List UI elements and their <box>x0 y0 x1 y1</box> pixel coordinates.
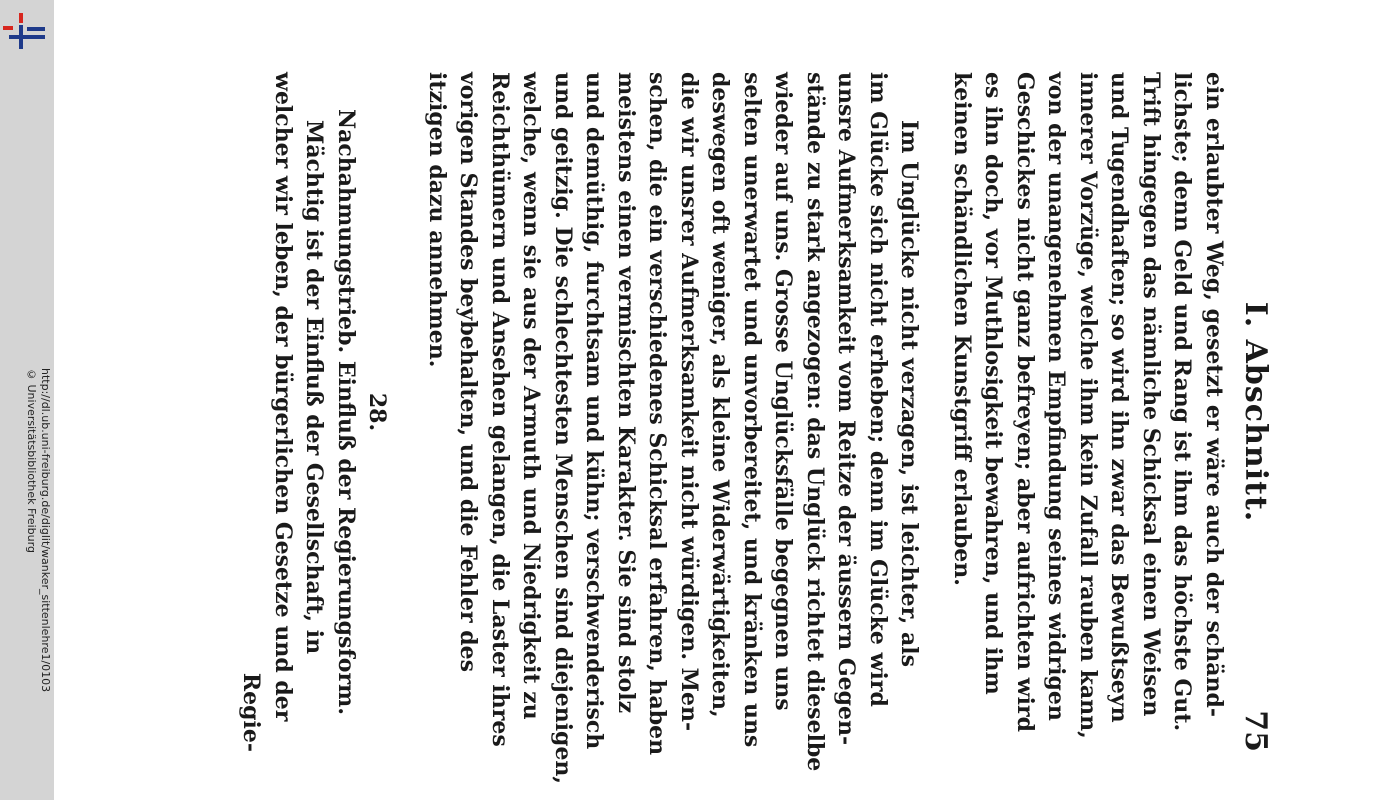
credit-url: http://dl.ub.uni-freiburg.de/diglit/wanker_sittenlehre1/0103 <box>39 368 52 693</box>
paragraph-3 <box>267 72 330 752</box>
rotated-page-content <box>184 72 1279 785</box>
paragraph-1 <box>946 72 1230 752</box>
text-line: selten unerwartet und unvorbereitet, und kränken uns <box>739 72 765 748</box>
section-title: Nachahmungstrieb. Einfluß der Regierungsform. <box>333 109 359 715</box>
text-line: und geitzig. Die schlechtesten Menschen sind diejenigen, <box>550 72 576 785</box>
text-line: welche, wenn sie aus der Armuth und Niedrigkeit zu <box>518 72 545 720</box>
text-line: Reichthümern und Ansehen gelangen, die Laster ihres <box>487 72 513 747</box>
text-line: stände zu stark angezogen: das Unglück richtet dieselbe <box>802 72 828 772</box>
logo-blue-mark <box>9 35 45 39</box>
catchword: Regie- <box>238 672 265 752</box>
logo-blue-mark <box>27 27 45 31</box>
text-line: Trift hingegen das nämliche Schicksal einen Weisen <box>1138 72 1164 717</box>
text-line: von der unangenehmen Empfindung seines widrigen <box>1043 72 1070 721</box>
text-line: die wir unsrer Aufmerksamkeit nicht würdigen. Men- <box>676 72 702 732</box>
text-line: meistens einen vermischten Karakter. Sie sind stolz <box>613 72 639 714</box>
logo-red-mark <box>3 26 13 30</box>
page-number: 75 <box>1238 710 1273 752</box>
text-line: schen, die ein verschiedenes Schicksal erfahren, haben <box>644 72 671 756</box>
sidebar <box>0 0 54 800</box>
logo-red-mark <box>19 13 23 23</box>
text-line: innerer Vorzüge, welche ihm kein Zufall rauben kann, <box>1075 72 1101 739</box>
text-line: unsre Aufmerksamkeit vom Reitze der äussern Gegen- <box>833 72 860 746</box>
text-line: Geschickes nicht ganz befreyen; aber aufrichten wird <box>1012 72 1038 732</box>
text-line: ein erlaubter Weg, gesetzt er wäre auch der schänd- <box>1201 72 1227 718</box>
scanned-page <box>54 0 1378 800</box>
running-head <box>1229 72 1279 752</box>
section-heading: I. Abschnitt. <box>1238 301 1273 523</box>
text-line: deswegen oft weniger, als kleine Widerwärtigkeiten, <box>707 72 734 718</box>
text-line: und demüthig, furchtsam und kühn; verschwenderisch <box>581 72 608 750</box>
section-number: 28. <box>364 392 391 432</box>
credit-text <box>8 368 52 788</box>
library-logo-icon <box>3 13 47 51</box>
text-line: itzigen dazu annehmen. <box>424 72 450 368</box>
credit-owner: © Universitätsbibliothek Freiburg <box>25 368 38 553</box>
text-line: es ihn doch, vor Muthlosigkeit bewahren, und ihm <box>980 72 1007 695</box>
text-line: welcher wir leben, der bürgerlichen Gesetze und der <box>270 72 296 722</box>
paragraph-2 <box>421 72 925 785</box>
text-line: und Tugendhaften; so wird ihn zwar das Bewußtseyn <box>1106 72 1133 723</box>
text-line: im Glücke sich nicht erheben; denn im Glücke wird <box>865 72 891 707</box>
text-line: Im Unglücke nicht verzagen, ist leichter, als <box>896 120 923 667</box>
text-line: lichste; denn Geld und Rang ist ihm das höchste Gut. <box>1169 72 1196 732</box>
text-line: keinen schändlichen Kunstgriff erlauben. <box>949 72 975 586</box>
text-line: vorigen Standes beybehalten, und die Fehler des <box>455 72 482 672</box>
text-line: Mächtig ist der Einfluß der Gesellschaft, in <box>301 120 328 655</box>
text-line: wieder auf uns. Grosse Unglücksfälle begegnen uns <box>770 72 797 711</box>
